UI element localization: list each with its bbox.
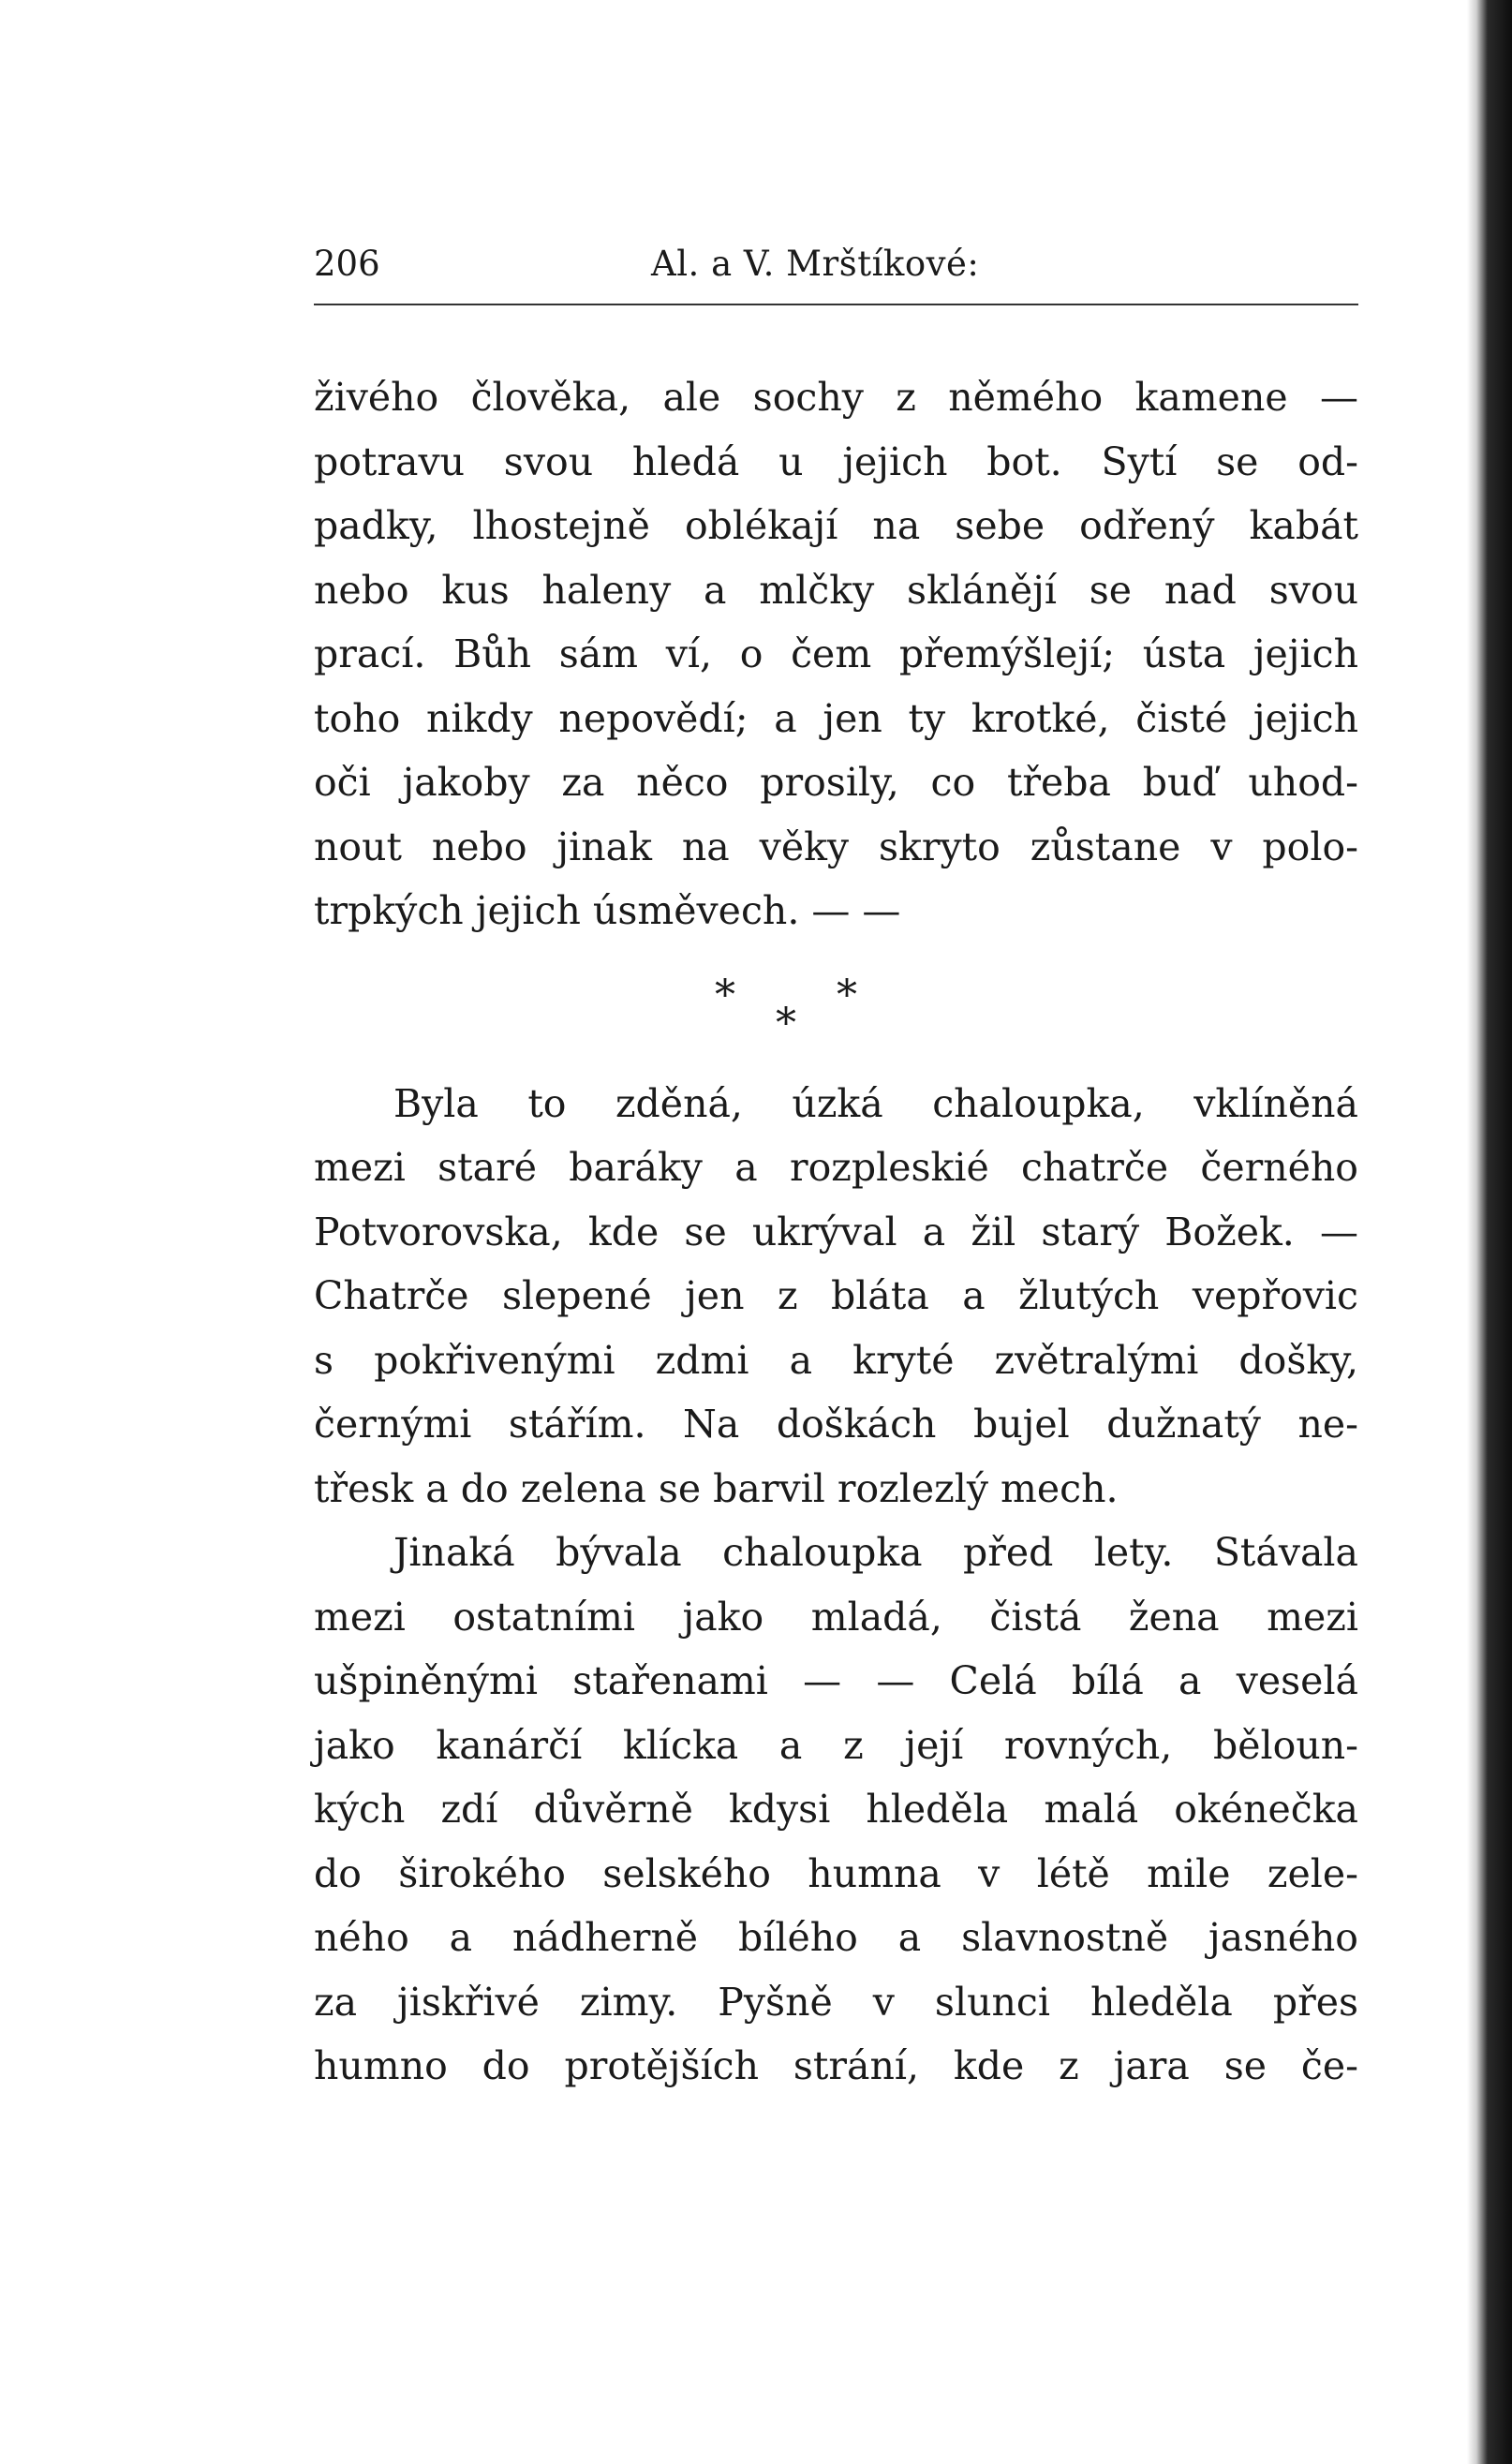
text-line: prací. Bůh sám ví, o čem přemýšlejí; ústa jejich [314,631,1358,676]
section-break [314,943,1358,1072]
book-page [314,234,1363,2088]
text-line: oči jakoby za něco prosily, co třeba buď uhod- [314,760,1358,805]
header-rule [314,304,1358,305]
body-text [314,365,1358,2099]
text-line: nebo kus haleny a mlčky sklánějí se nad svou [314,567,1358,613]
book-spine-shadow [1467,0,1512,2464]
text-line: padky, lhostejně oblékají na sebe odřený kabát [314,503,1358,548]
text-line: s pokřivenými zdmi a kryté zvětralými došky, [314,1337,1358,1383]
text-line: jako kanárčí klícka a z její rovných, běloun- [314,1722,1358,1768]
paragraph-3 [314,1521,1358,2099]
text-line: Byla to zděná, úzká chaloupka, vklíněná [393,1080,1358,1126]
text-line: toho nikdy nepovědí; a jen ty krotké, čisté jejich [314,695,1358,741]
text-line: Jinaká bývala chaloupka před lety. Stávala [393,1530,1358,1575]
text-line: kých zdí důvěrně kdysi hleděla malá okénečka [314,1787,1358,1832]
paragraph-2 [314,1072,1358,1521]
text-line: mezi staré baráky a rozpleskié chatrče černého [314,1145,1358,1190]
text-line: nout nebo jinak na věky skryto zůstane v polo- [314,824,1358,869]
page-number: 206 [314,244,380,284]
text-line: do širokého selského humna v létě mile zele- [314,1850,1358,1896]
text-line: ušpiněnými stařenami — — Celá bílá a veselá [314,1658,1358,1703]
paragraph-1 [314,365,1358,943]
asterism-star-center: * [776,999,796,1047]
asterism-star-left: * [715,971,735,1019]
text-line: Chatrče slepené jen z bláta a žlutých vepřovic [314,1273,1358,1318]
asterism-star-right: * [837,971,857,1019]
text-line: živého člověka, ale sochy z němého kamene — [314,375,1358,420]
page-header [314,234,1363,290]
text-line: třesk a do zelena se barvil rozlezlý mech. [314,1465,1119,1511]
text-line: černými stářím. Na doškách bujel dužnatý ne- [314,1402,1358,1447]
text-line: Potvorovska, kde se ukrýval a žil starý Božek. — [314,1209,1358,1254]
text-line: za jiskřivé zimy. Pyšně v slunci hleděla přes [314,1979,1358,2025]
text-line: mezi ostatními jako mladá, čistá žena mezi [314,1594,1358,1640]
text-line: potravu svou hledá u jejich bot. Sytí se od- [314,438,1358,484]
text-line: trpkých jejich úsměvech. — — [314,888,901,933]
text-line: humno do protějších strání, kde z jara se če- [314,2043,1358,2088]
running-title: Al. a V. Mrštíkové: [651,244,980,284]
text-line: ného a nádherně bílého a slavnostně jasného [314,1915,1358,1960]
